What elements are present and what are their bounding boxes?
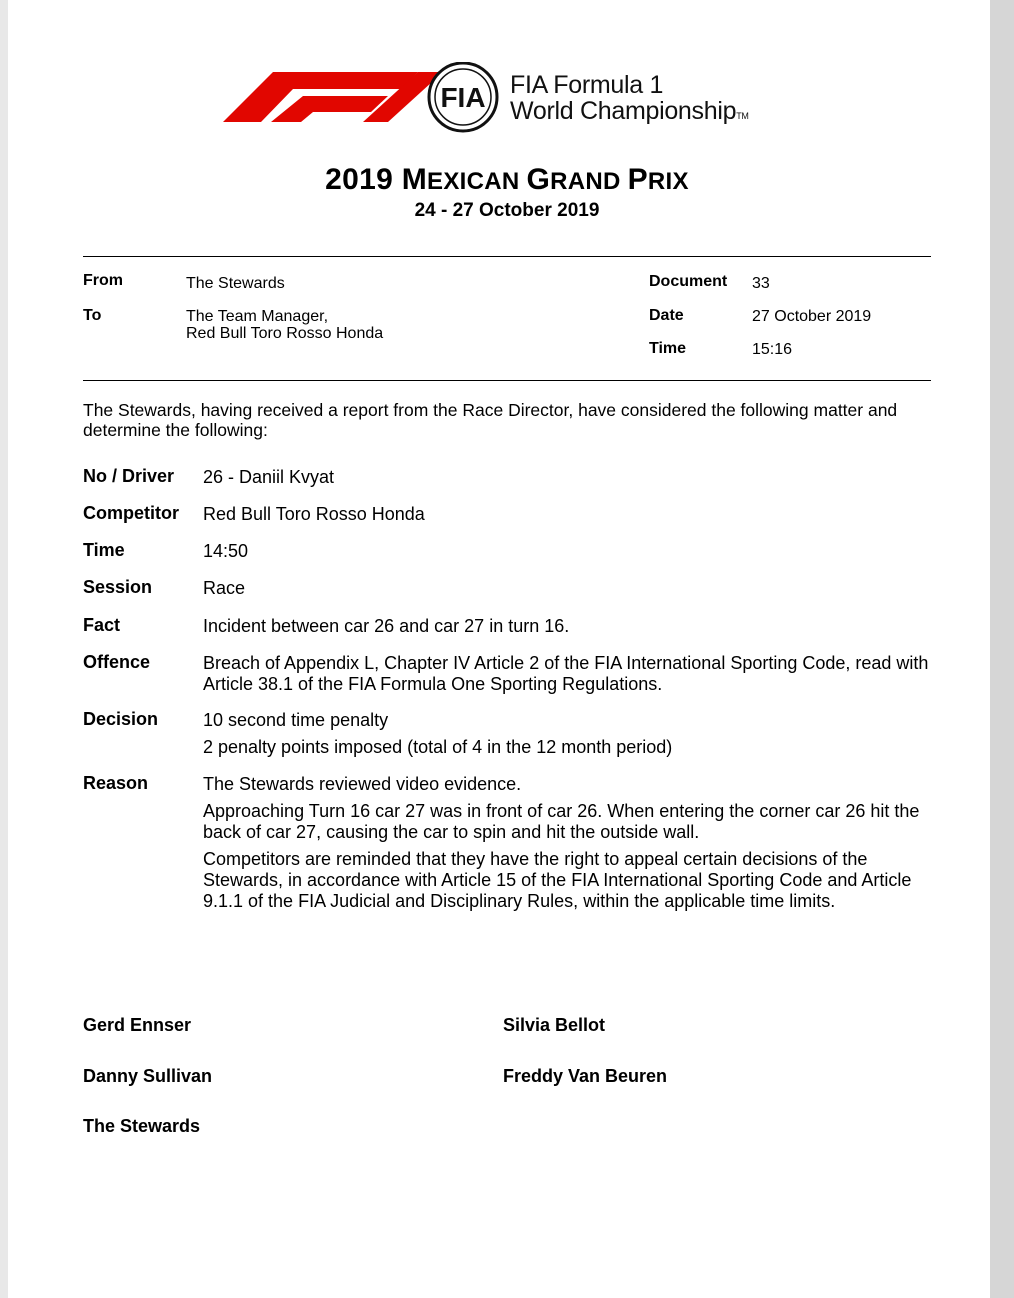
svg-text:FIA: FIA <box>440 82 486 113</box>
competitor-label: Competitor <box>83 503 179 523</box>
document-page <box>8 0 990 1298</box>
event-dates: 24 - 27 October 2019 <box>414 200 600 221</box>
decision-label: Decision <box>83 709 159 729</box>
offence-label: Offence <box>83 652 151 672</box>
viewer-scrollbar-area[interactable] <box>990 0 1014 1298</box>
reason-value-1: The Stewards reviewed video evidence. <box>203 774 522 794</box>
session-label: Session <box>83 577 153 597</box>
steward-gerd-ennser: Gerd Ennser <box>83 1015 192 1035</box>
decision-value-2: 2 penalty points imposed (total of 4 in the 12 month period) <box>203 737 673 757</box>
from-label: From <box>83 272 123 289</box>
f1-logo-icon <box>213 62 503 134</box>
from-value: The Stewards <box>186 275 285 292</box>
to-value-line-1: The Team Manager, <box>186 308 329 325</box>
bottom-divider <box>83 380 931 381</box>
time-value: 15:16 <box>752 341 793 358</box>
driver-value: 26 - Daniil Kvyat <box>203 467 335 487</box>
steward-danny-sullivan: Danny Sullivan <box>83 1066 213 1086</box>
page-title: 2019 MEXICAN GRAND PRIX <box>325 163 689 196</box>
date-label: Date <box>649 307 684 324</box>
fia-emblem-icon <box>429 63 497 131</box>
document-value: 33 <box>752 275 770 292</box>
fact-value: Incident between car 26 and car 27 in turn 16. <box>203 616 570 636</box>
competitor-value: Red Bull Toro Rosso Honda <box>203 504 425 524</box>
time-label: Time <box>649 340 687 357</box>
logo-text <box>510 72 749 129</box>
intro-text: The Stewards, having received a report from the Race Director, have considered the following matter and determine the following: <box>83 400 898 440</box>
logo-line-1: FIA Formula 1 <box>510 71 664 99</box>
trademark: TM <box>736 111 749 121</box>
session-value: Race <box>203 578 246 598</box>
top-divider <box>83 256 931 257</box>
incident-time-value: 14:50 <box>203 541 249 561</box>
to-value-line-2: Red Bull Toro Rosso Honda <box>186 325 384 342</box>
reason-value-2: Approaching Turn 16 car 27 was in front of car 26. When entering the corner car 26 hit the back of car 27, causing the car to spin and hit the outside wall. <box>203 801 920 842</box>
f1-fia-logo <box>213 62 823 134</box>
logo-line-2: World ChampionshipTM <box>510 97 749 125</box>
incident-time-label: Time <box>83 540 125 560</box>
document-label: Document <box>649 273 728 290</box>
decision-value-1: 10 second time penalty <box>203 710 389 730</box>
stewards-footer: The Stewards <box>83 1116 201 1136</box>
fact-label: Fact <box>83 615 121 635</box>
reason-label: Reason <box>83 773 149 793</box>
offence-value: Breach of Appendix L, Chapter IV Article 2 of the FIA International Sporting Code, read with Article 38.1 of the FIA Formula One Sporting Regulations. <box>203 653 929 694</box>
reason-value-3: Competitors are reminded that they have the right to appeal certain decisions of the Stewards, in accordance with Article 15 of the FIA International Sporting Code and Article 9.1.1 of the FIA Judicial and Disciplinary Rules, within the applicable time limits. <box>203 849 912 911</box>
to-label: To <box>83 307 102 324</box>
date-value: 27 October 2019 <box>752 308 872 325</box>
steward-silvia-bellot: Silvia Bellot <box>503 1015 606 1035</box>
driver-label: No / Driver <box>83 466 175 486</box>
steward-freddy-van-beuren: Freddy Van Beuren <box>503 1066 668 1086</box>
